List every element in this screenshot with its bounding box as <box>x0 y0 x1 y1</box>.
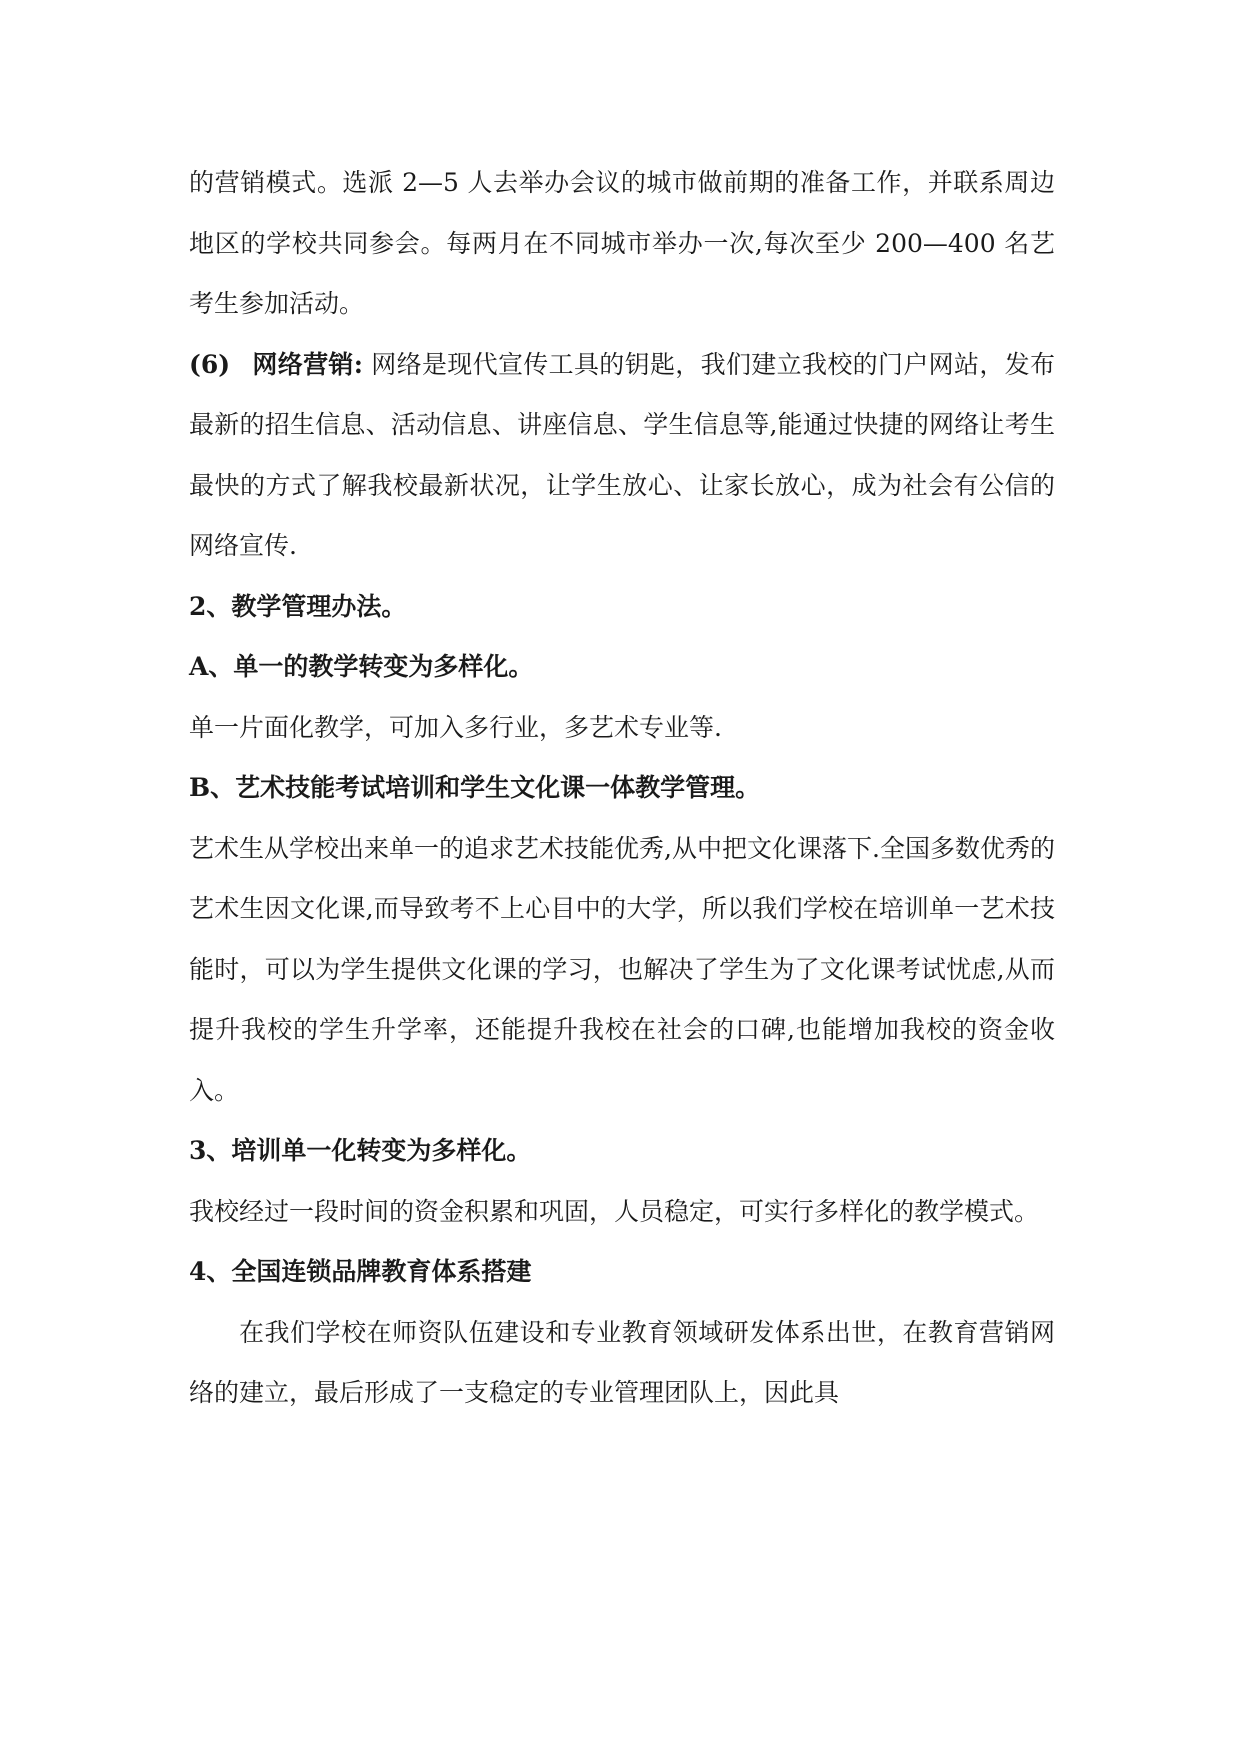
term-network-marketing: 网络营销: <box>252 349 363 379</box>
paragraph-a: 单一片面化教学，可加入多行业，多艺术专业等. <box>189 712 722 742</box>
paragraph-marketing-mode: 的营销模式。选派 2—5 人去举办会议的城市做前期的准备工作，并联系周边地区的学校共同参会。每两月在不同城市举办一次,每次至少 200—400 名艺考生参加活动。 <box>189 168 1055 318</box>
heading-training-diversification: 3、培训单一化转变为多样化。 <box>189 1136 532 1165</box>
heading-b-integrated-teaching: B、艺术技能考试培训和学生文化课一体教学管理。 <box>189 773 761 802</box>
list-number: (6) <box>189 349 231 379</box>
paragraph-b: 艺术生从学校出来单一的追求艺术技能优秀,从中把文化课落下.全国多数优秀的艺术生因文化课,而导致考不上心目中的大学，所以我们学校在培训单一艺术技能时，可以为学生提供文化课的学习，也解决了学生为了文化课考试忧虑,从而提升我校的学生升学率，还能提升我校在社会的口碑,也能增加我校的资金收入。 <box>189 833 1055 1105</box>
network-marketing-text: 网络是现代宣传工具的钥匙，我们建立我校的门户网站，发布最新的招生信息、活动信息、讲座信息、学生信息等,能通过快捷的网络让考生最快的方式了解我校最新状况，让学生放心、让家长放心，成为社会有公信的网络宣传. <box>189 349 1056 560</box>
paragraph-4: 在我们学校在师资队伍建设和专业教育领域研发体系出世，在教育营销网络的建立，最后形成了一支稳定的专业管理团队上，因此具 <box>189 1317 1055 1407</box>
document-body <box>189 153 1055 1424</box>
heading-a-diversification: A、单一的教学转变为多样化。 <box>189 652 534 681</box>
heading-national-chain: 4、全国连锁品牌教育体系搭建 <box>189 1257 532 1286</box>
paragraph-3: 我校经过一段时间的资金积累和巩固，人员稳定，可实行多样化的教学模式。 <box>189 1196 1040 1226</box>
paragraph-network-marketing <box>189 335 1055 577</box>
heading-teaching-management: 2、教学管理办法。 <box>189 591 407 621</box>
